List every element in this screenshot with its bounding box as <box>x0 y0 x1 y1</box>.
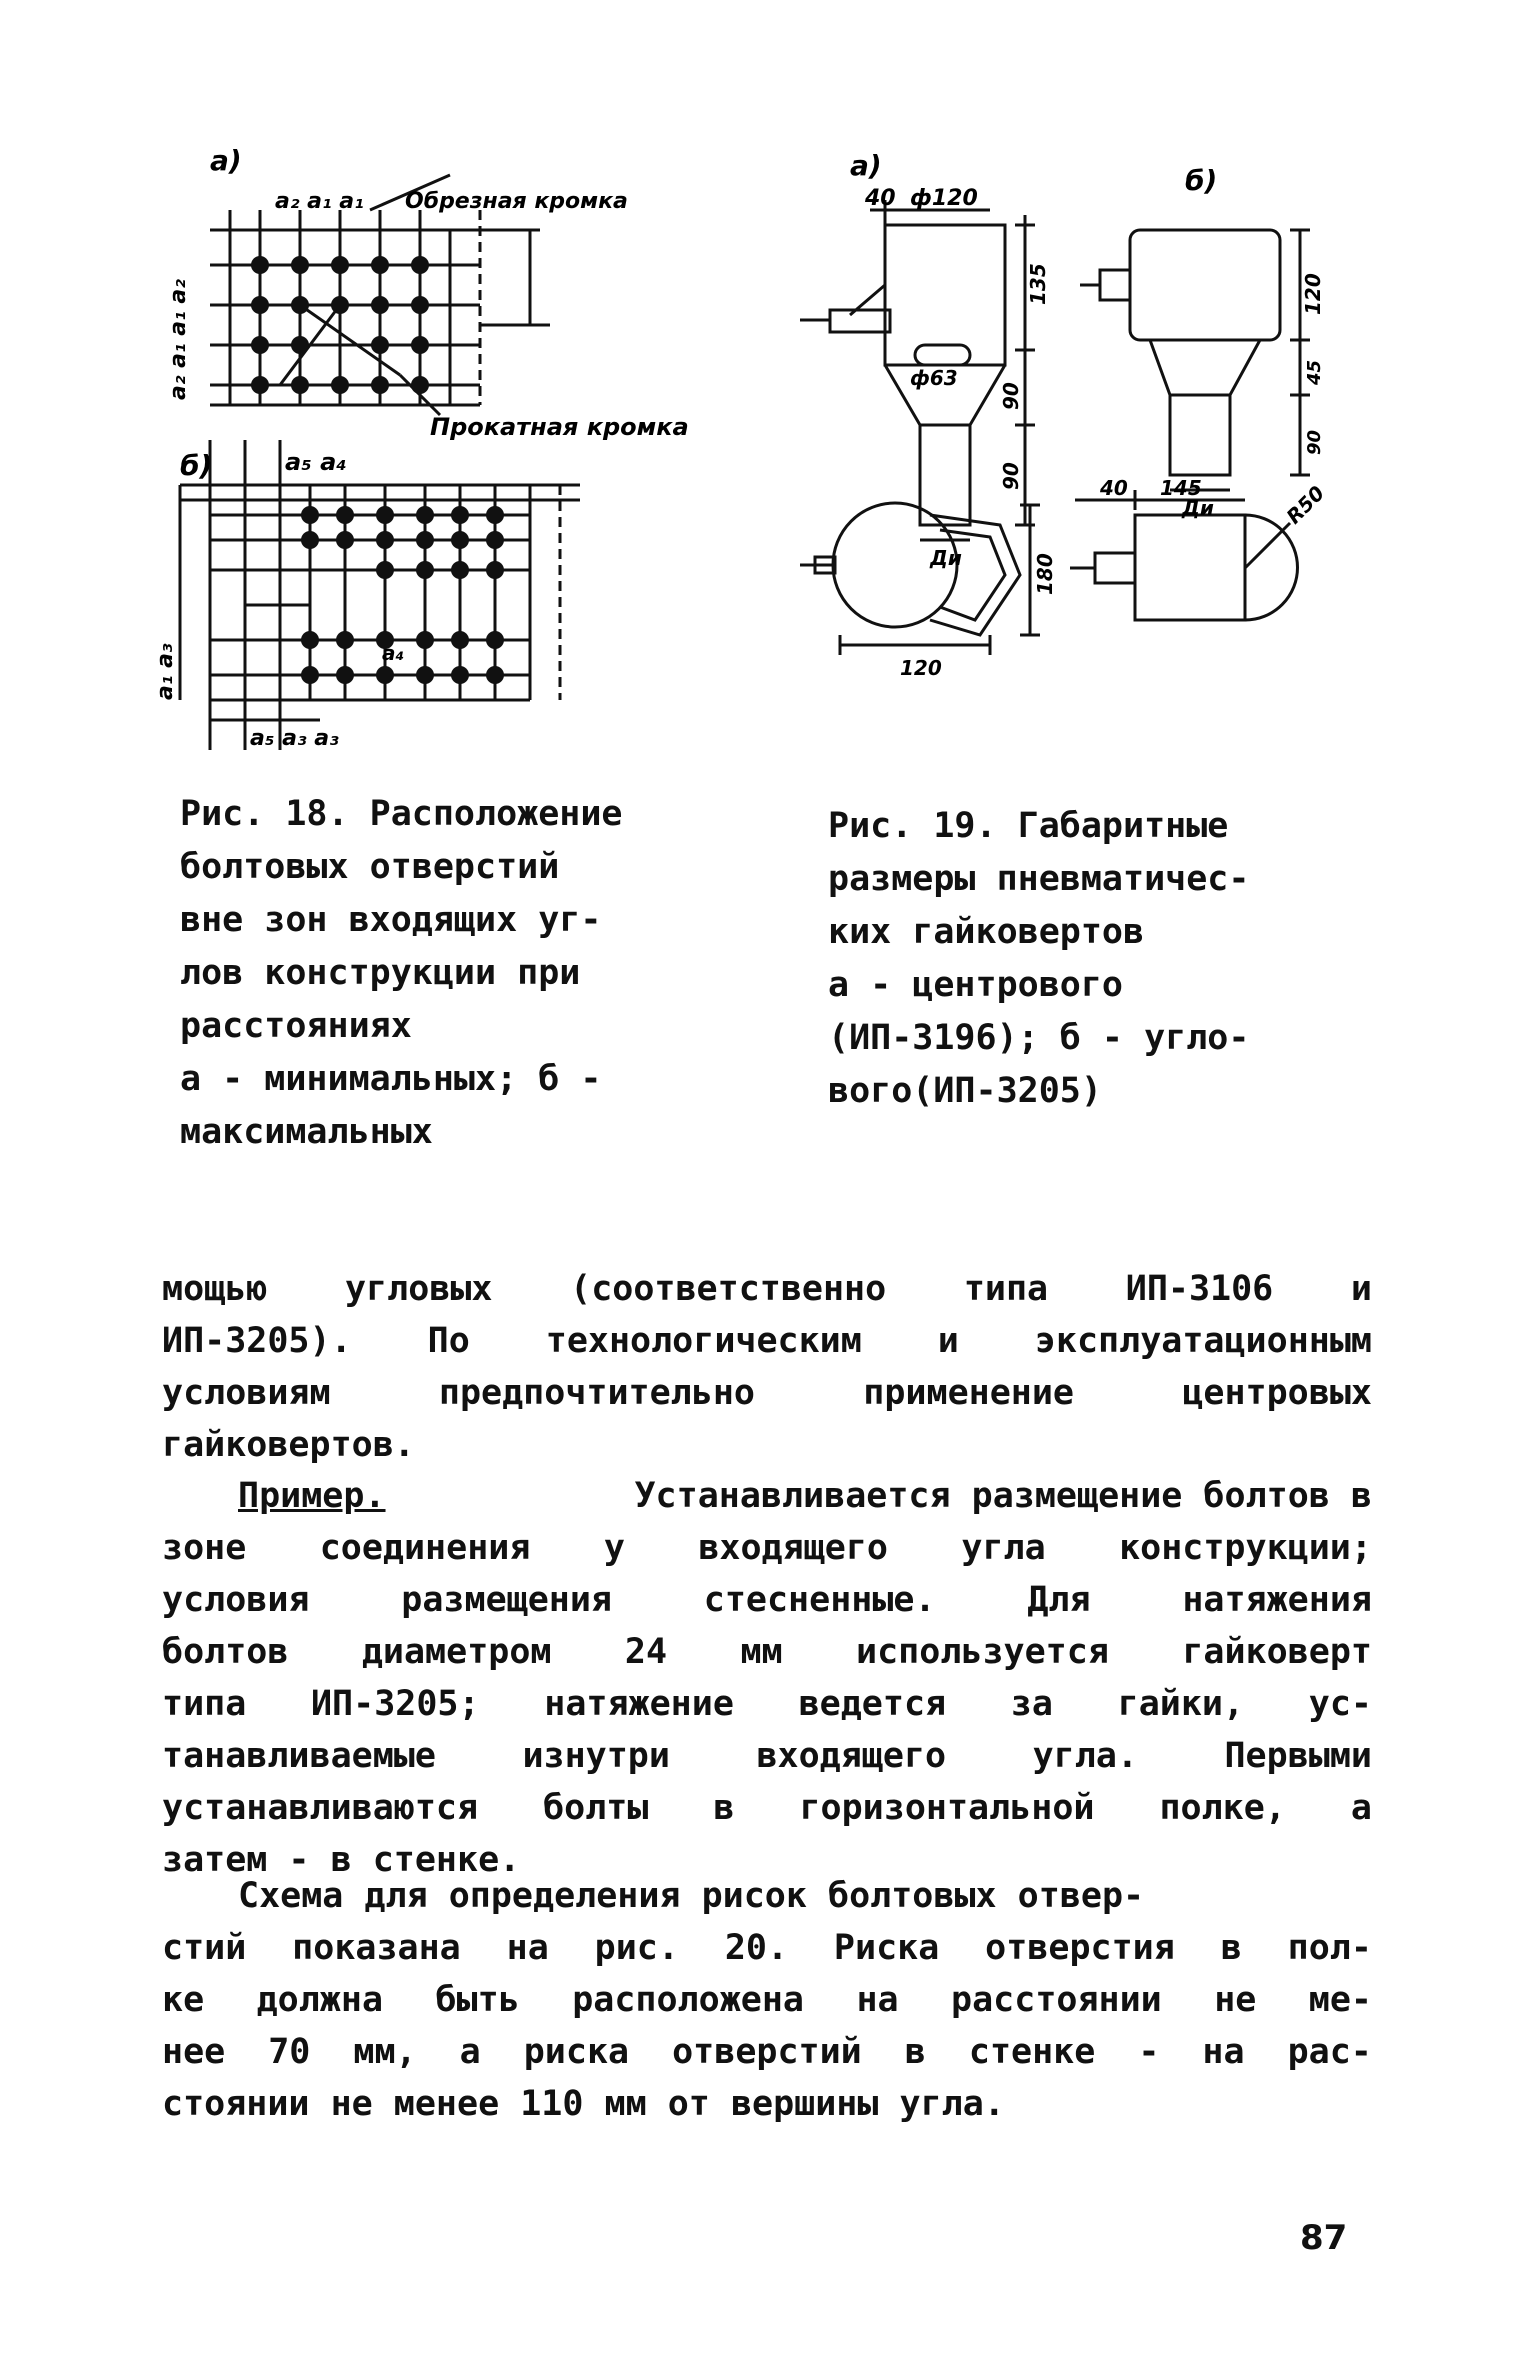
fig19-dim-145: 145 <box>1160 476 1202 500</box>
text-line <box>162 1522 1372 1574</box>
text-line <box>162 1367 1372 1419</box>
word: не <box>1214 1980 1257 2020</box>
word: мм, <box>353 2032 417 2072</box>
text-line <box>162 1470 1372 1522</box>
word: болты <box>543 1788 649 1828</box>
word: входящего <box>698 1528 888 1568</box>
word: 20. <box>724 1928 789 1968</box>
fig18-left-labels-b: a₁ a₃ <box>153 643 178 700</box>
fig19-panel-a-label: а) <box>850 149 882 182</box>
figure-19-drawing <box>790 145 1350 745</box>
word: должна <box>256 1980 384 2020</box>
word: входящего <box>756 1736 947 1776</box>
word: танавливаемые <box>162 1736 436 1776</box>
word: на <box>856 1980 899 2020</box>
word: стенке <box>968 2032 1096 2072</box>
caption-line: болтовых отверстий <box>180 847 560 887</box>
word: в <box>904 2032 926 2072</box>
word: расстоянии <box>951 1980 1162 2020</box>
fig19-dim-120-bottom: 120 <box>900 656 942 680</box>
fig19-dim-r50: R50 <box>1281 480 1330 529</box>
caption-line: ких гайковертов <box>828 912 1145 952</box>
caption-line: Рис. 18. Расположение <box>180 794 623 834</box>
word: стий <box>162 1928 247 1968</box>
fig19-dim-40b: 40 <box>1100 476 1128 500</box>
fig18-caption <box>180 788 700 1159</box>
word: применение <box>863 1373 1074 1413</box>
text-line: гайковертов. <box>162 1425 415 1465</box>
word: рис. <box>594 1928 679 1968</box>
word: на <box>506 1928 549 1968</box>
fig19-caption <box>828 800 1348 1118</box>
word: гайки, <box>1117 1684 1245 1724</box>
fig18-inner-label-b: a₄ <box>382 641 405 665</box>
word: По <box>427 1321 470 1361</box>
word: в <box>1220 1928 1242 1968</box>
caption-line: максимальных <box>180 1112 433 1152</box>
word: и <box>937 1321 959 1361</box>
caption-line: а - центрового <box>828 965 1124 1005</box>
text-line-rest: Устанавливается размещение болтов в <box>634 1476 1372 1516</box>
word: изнутри <box>522 1736 670 1776</box>
word: диаметром <box>361 1632 552 1672</box>
fig19-dim-90b: 90 <box>999 462 1023 490</box>
fig18-bottom-labels-b: a₅ a₃ a₃ <box>250 726 339 751</box>
word: 70 <box>268 2032 311 2072</box>
word: размещения <box>401 1580 612 1620</box>
text-line: стоянии не менее 110 мм от вершины угла. <box>162 2084 1005 2124</box>
caption-line: расстояниях <box>180 1006 412 1046</box>
text-line <box>162 1782 1372 1834</box>
word: - <box>1138 2032 1160 2072</box>
word: Первыми <box>1224 1736 1372 1776</box>
fig19-dim-phi63: ф63 <box>910 366 958 390</box>
text-line <box>162 1626 1372 1678</box>
fig19-dim-135: 135 <box>1026 263 1050 305</box>
caption-line: вого(ИП-3205) <box>828 1071 1102 1111</box>
fig19-dim-40: 40 <box>865 186 896 211</box>
word: ус- <box>1308 1684 1372 1724</box>
fig19-dim-du-b: Ди <box>1182 496 1214 520</box>
word: условия <box>162 1580 310 1620</box>
fig19-dim-90c: 90 <box>1304 429 1325 455</box>
text-line <box>162 1678 1372 1730</box>
fig19-dim-180: 180 <box>1033 553 1057 595</box>
word: используется <box>856 1632 1109 1672</box>
word: болтов <box>162 1632 289 1672</box>
fig18-left-labels-a: a₂ a₁ a₁ a₂ <box>166 279 191 400</box>
text-line <box>162 1263 1372 1315</box>
word: за <box>1010 1684 1053 1724</box>
word: показана <box>292 1928 461 1968</box>
word: типа <box>963 1269 1049 1309</box>
text-line <box>162 1574 1372 1626</box>
word: у <box>603 1528 625 1568</box>
word: угла. <box>1032 1736 1138 1776</box>
word: ИП-3205). <box>162 1321 352 1361</box>
fig19-dim-du-a: Ди <box>930 546 962 570</box>
word: отверстия <box>985 1928 1175 1968</box>
word: горизонтальной <box>799 1788 1095 1828</box>
word: ведется <box>798 1684 947 1724</box>
word: центровых <box>1182 1373 1372 1413</box>
fig19-dim-phi120: ф120 <box>910 186 978 211</box>
fig18-panel-b-label: б) <box>180 449 213 482</box>
text-line: затем - в стенке. <box>162 1840 521 1880</box>
text-line <box>162 1730 1372 1782</box>
caption-line: размеры пневматичес- <box>828 859 1250 899</box>
word: натяжение <box>544 1684 734 1724</box>
caption-line: а - минимальных; б - <box>180 1059 602 1099</box>
body-paragraph-2 <box>162 1470 1372 1886</box>
example-label: Пример. <box>238 1476 386 1516</box>
text-line-indented: Схема для определения рисок болтовых отвер- <box>238 1876 1145 1916</box>
word: соединения <box>319 1528 531 1568</box>
fig19-dim-120-side: 120 <box>1301 273 1325 315</box>
page-number: 87 <box>1300 2218 1348 2258</box>
fig19-panel-b-label: б) <box>1185 164 1218 197</box>
figure-18-drawing <box>150 140 710 760</box>
word: быть <box>435 1980 520 2020</box>
body-paragraph-1 <box>162 1263 1372 1471</box>
word: устанавливаются <box>162 1788 479 1828</box>
word: а <box>1350 1788 1372 1828</box>
word: а <box>459 2032 481 2072</box>
word: риска <box>523 2032 630 2072</box>
word: мм <box>740 1632 783 1672</box>
word: натяжения <box>1182 1580 1372 1620</box>
text-line <box>162 2026 1372 2078</box>
word: 24 <box>624 1632 668 1672</box>
caption-line: лов конструкции при <box>180 953 581 993</box>
word: (соответственно <box>570 1269 887 1309</box>
word: и <box>1350 1269 1372 1309</box>
word: технологическим <box>545 1321 862 1361</box>
caption-line: Рис. 19. Габаритные <box>828 806 1229 846</box>
word: предпочтительно <box>438 1373 755 1413</box>
word: Для <box>1027 1580 1091 1620</box>
word: мощью <box>162 1269 268 1309</box>
fig18-panel-a-label: а) <box>210 144 242 177</box>
fig19-dim-45: 45 <box>1304 359 1325 385</box>
word: расположена <box>572 1980 804 2020</box>
word: полке, <box>1159 1788 1286 1828</box>
word: в <box>713 1788 735 1828</box>
word: стесненные. <box>703 1580 936 1620</box>
word: конструкции; <box>1119 1528 1372 1568</box>
word: зоне <box>162 1528 247 1568</box>
caption-line: (ИП-3196); б - угло- <box>828 1018 1250 1058</box>
word: пол- <box>1287 1928 1372 1968</box>
word: угла <box>961 1528 1046 1568</box>
word: ИП-3106 <box>1125 1269 1274 1309</box>
word: условиям <box>162 1373 331 1413</box>
text-line <box>162 1974 1372 2026</box>
word: ке <box>162 1980 205 2020</box>
word: типа <box>162 1684 247 1724</box>
word: гайковерт <box>1182 1632 1372 1672</box>
word: Риска <box>833 1928 940 1968</box>
word: отверстий <box>672 2032 862 2072</box>
word: ИП-3205; <box>310 1684 480 1724</box>
body-paragraph-3 <box>162 1870 1372 2130</box>
word: угловых <box>344 1269 493 1309</box>
text-line <box>162 1315 1372 1367</box>
word: эксплуатационным <box>1034 1321 1372 1361</box>
word: нее <box>162 2032 226 2072</box>
text-line <box>162 1870 1372 1922</box>
text-line <box>162 1922 1372 1974</box>
word: рас- <box>1287 2032 1372 2072</box>
word: на <box>1202 2032 1245 2072</box>
fig18-cut-edge-label: Обрезная кромка <box>405 189 628 214</box>
fig18-rolled-edge-label: Прокатная кромка <box>430 413 689 441</box>
caption-line: вне зон входящих уг- <box>180 900 602 940</box>
fig19-dim-90a: 90 <box>999 382 1023 410</box>
word: ме- <box>1308 1980 1372 2020</box>
fig18-top-labels-a: a₂ a₁ a₁ <box>275 189 364 214</box>
fig18-top-labels-b: a₅ a₄ <box>285 448 347 476</box>
